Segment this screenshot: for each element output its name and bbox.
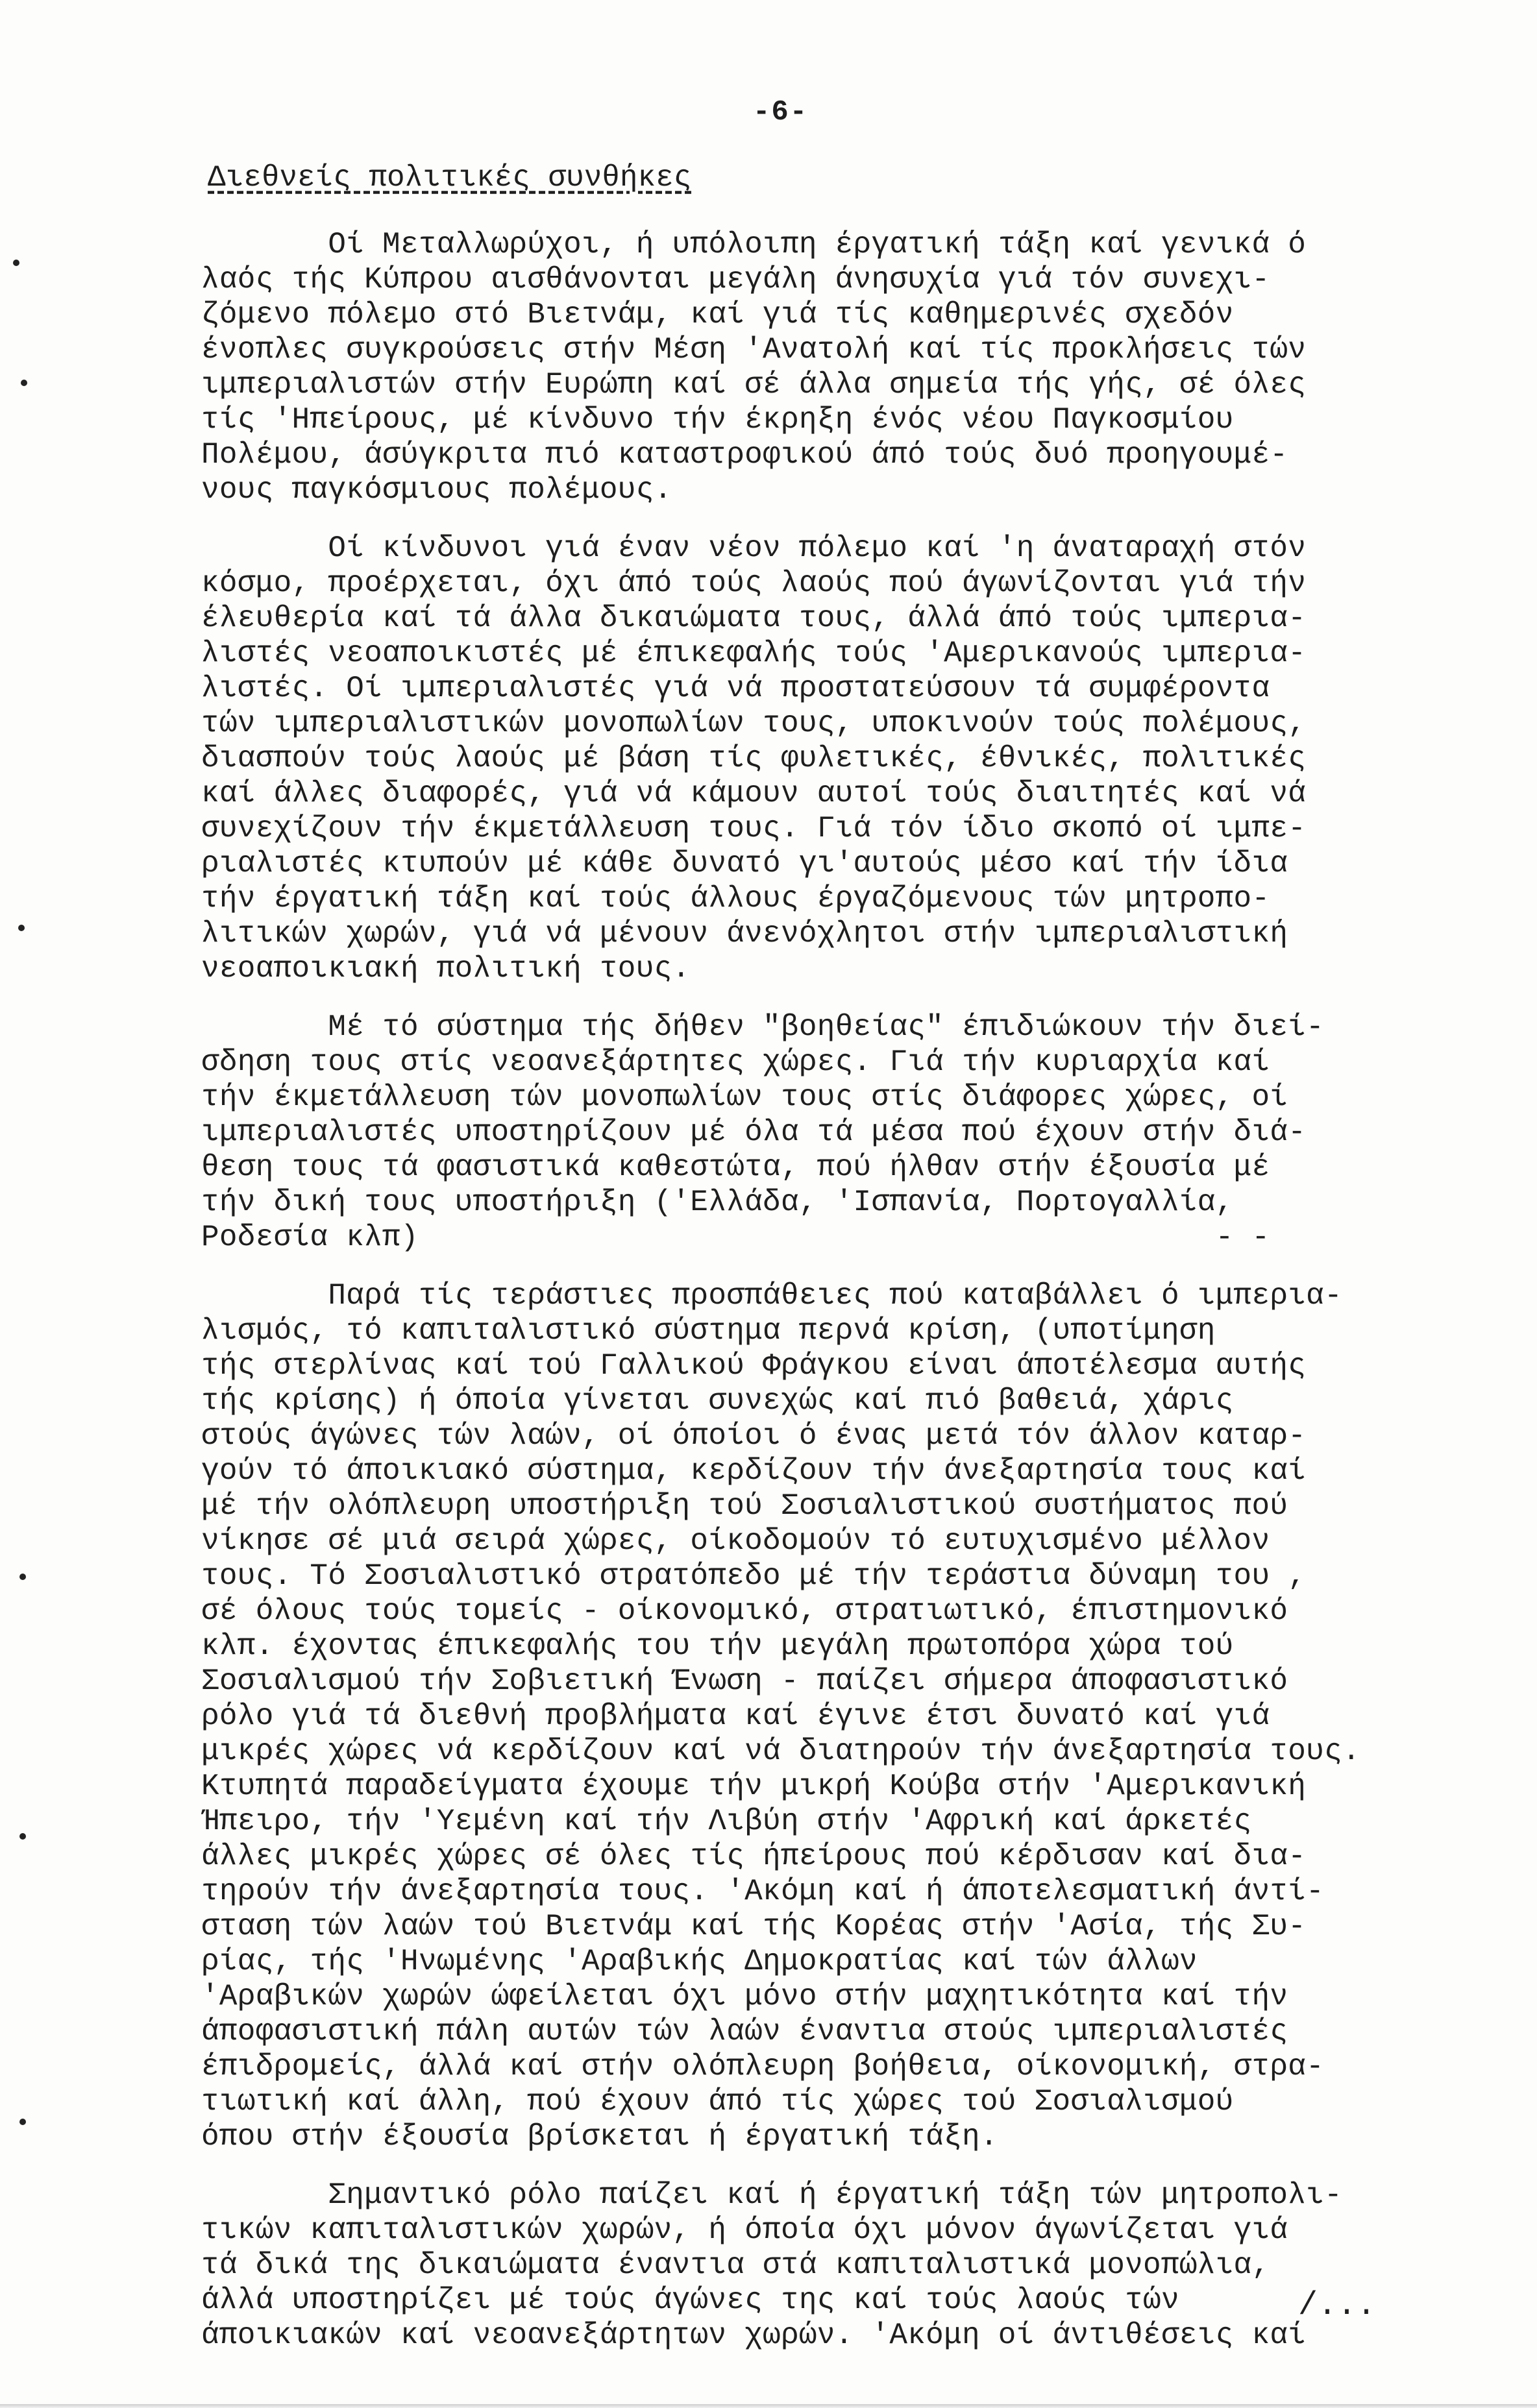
scan-edge [0, 2404, 1537, 2408]
text-line: άλλες μικρές χώρες σέ όλες τίς ήπείρους πού κέρδισαν καί δια- [201, 1840, 1307, 1873]
text-line: λισμός, τό καπιταλιστικό σύστημα περνά κρίση, (υποτίμηση [201, 1314, 1216, 1348]
margin-dot [13, 260, 19, 266]
text-line: μικρές χώρες νά κερδίζουν καί νά διατηρούν τήν άνεξαρτησία τους. [201, 1734, 1360, 1768]
margin-dot [19, 1833, 26, 1840]
text-line: ρόλο γιά τά διεθνή προβλήματα καί έγινε έτσι δυνατό καί γιά [201, 1699, 1270, 1733]
text-line: τους. Τό Σοσιαλιστικό στρατόπεδο μέ τήν τεράστια δύναμη του , [201, 1559, 1307, 1593]
text-line: σέ όλους τούς τομείς - οίκονομικό, στρατιωτικό, έπιστημονικό [201, 1594, 1288, 1628]
paragraph-gap [201, 507, 1460, 531]
text-line: σδηση τους στίς νεοανεξάρτητες χώρες. Γιά τήν κυριαρχία καί [201, 1045, 1270, 1079]
text-line: τήν έργατική τάξη καί τούς άλλους έργαζόμενους τών μητροπο- [201, 882, 1270, 916]
text-line: τηρούν τήν άνεξαρτησία τους. 'Ακόμη καί ή άποτελεσματική άντί- [201, 1875, 1325, 1908]
text-line: λιστές νεοαποικιστές μέ έπικεφαλής τούς 'Αμερικανούς ιμπερια- [201, 637, 1307, 670]
text-line: Οί κίνδυνοι γιά έναν νέον πόλεμο καί 'η άναταραχή στόν [201, 531, 1307, 565]
text-line: διασπούν τούς λαούς μέ βάση τίς φυλετικές, έθνικές, πολιτικές [201, 742, 1307, 775]
margin-dot [21, 380, 27, 386]
text-line: Σοσιαλισμού τήν Σοβιετική Ένωση - παίζει σήμερα άποφασιστικό [201, 1664, 1288, 1698]
text-line: Κτυπητά παραδείγματα έχουμε τήν μικρή Κούβα στήν 'Αμερικανική [201, 1770, 1307, 1803]
text-line: ζόμενο πόλεμο στό Βιετνάμ, καί γιά τίς καθημερινές σχεδόν [201, 298, 1234, 332]
text-line: Μέ τό σύστημα τής δήθεν "βοηθείας" έπιδιώκουν τήν διεί- [201, 1010, 1325, 1044]
text-line: ένοπλες συγκρούσεις στήν Μέση 'Ανατολή καί τίς προκλήσεις τών [201, 333, 1307, 367]
text-line: άποφασιστική πάλη αυτών τών λαών έναντια στούς ιμπεριαλιστές [201, 2015, 1288, 2049]
text-line: άλλά υποστηρίζει μέ τούς άγώνες της καί τούς λαούς τών [201, 2283, 1179, 2317]
text-line: νους παγκόσμιους πολέμους. [201, 473, 672, 507]
margin-dot [19, 2119, 26, 2125]
text-line: τής κρίσης) ή όποία γίνεται συνεχώς καί πιό βαθειά, χάρις [201, 1384, 1234, 1418]
text-line: τίς 'Ηπείρους, μέ κίνδυνο τήν έκρηξη ένός νέου Παγκοσμίου [201, 403, 1234, 437]
text-line: Ήπειρο, τήν 'Υεμένη καί τήν Λιβύη στήν 'Αφρική καί άρκετές [201, 1805, 1252, 1838]
text-line: λιτικών χωρών, γιά νά μένουν άνενόχλητοι στήν ιμπεριαλιστική [201, 917, 1288, 951]
paragraph-gap [201, 1255, 1460, 1278]
text-line: νίκησε σέ μιά σειρά χώρες, οίκοδομούν τό ευτυχισμένο μέλλον [201, 1524, 1270, 1558]
text-line: κλπ. έχοντας έπικεφαλής του τήν μεγάλη πρωτοπόρα χώρα τού [201, 1629, 1234, 1663]
text-line: τήν δική τους υποστήριξη ('Ελλάδα, 'Ισπανία, Πορτογαλλία, [201, 1186, 1234, 1219]
text-line: στούς άγώνες τών λαών, οί όποίοι ό ένας μετά τόν άλλον καταρ- [201, 1419, 1307, 1453]
text-line: τιωτική καί άλλη, πού έχουν άπό τίς χώρες τού Σοσιαλισμού [201, 2085, 1234, 2119]
text-line: έλευθερία καί τά άλλα δικαιώματα τους, άλλά άπό τούς ιμπερια- [201, 602, 1307, 635]
paragraph [201, 2178, 1460, 2353]
paragraph [201, 1010, 1460, 1255]
text-line: θεση τους τά φασιστικά καθεστώτα, πού ήλθαν στήν έξουσία μέ [201, 1150, 1270, 1184]
text-line: τικών καπιταλιστικών χωρών, ή όποία όχι μόνον άγωνίζεται γιά [201, 2213, 1288, 2247]
text-line: Παρά τίς τεράστιες προσπάθειες πού καταβάλλει ό ιμπερια- [201, 1279, 1342, 1313]
text-line: όπου στήν έξουσία βρίσκεται ή έργατική τάξη. [201, 2120, 998, 2154]
text-line: νεοαποικιακή πολιτική τους. [201, 952, 691, 986]
paragraph-gap [201, 2154, 1460, 2178]
text-line: ρίας, τής 'Ηνωμένης 'Αραβικής Δημοκρατίας καί τών άλλων [201, 1945, 1198, 1978]
text-line: άποικιακών καί νεοανεξάρτητων χωρών. 'Ακόμη οί άντιθέσεις καί [201, 2318, 1307, 2352]
text-line: ριαλιστές κτυπούν μέ κάθε δυνατό γι'αυτούς μέσο καί τήν ίδια [201, 847, 1288, 881]
text-line: συνεχίζουν τήν έκμετάλλευση τους. Γιά τόν ίδιο σκοπό οί ιμπε- [201, 812, 1307, 845]
text-line: τής στερλίνας καί τού Γαλλικού Φράγκου είναι άποτέλεσμα αυτής [201, 1349, 1307, 1383]
text-line: έπιδρομείς, άλλά καί στήν ολόπλευρη βοήθεια, οίκονομική, στρα- [201, 2050, 1325, 2084]
text-line: τά δικά της δικαιώματα έναντια στά καπιταλιστικά μονοπώλια, [201, 2248, 1270, 2282]
text-line: τών ιμπεριαλιστικών μονοπωλίων τους, υποκινούν τούς πολέμους, [201, 707, 1307, 740]
margin-dot [19, 1574, 26, 1580]
text-line: σταση τών λαών τού Βιετνάμ καί τής Κορέας στήν 'Ασία, τής Συ- [201, 1910, 1307, 1943]
text-line: ιμπεριαλιστές υποστηρίζουν μέ όλα τά μέσα πού έχουν στήν διά- [201, 1115, 1307, 1149]
text-line: 'Αραβικών χωρών ώφείλεται όχι μόνο στήν μαχητικότητα καί τήν [201, 1980, 1288, 2013]
paragraph [201, 531, 1460, 986]
text-line: τήν έκμετάλλευση τών μονοπωλίων τους στίς διάφορες χώρες, οί [201, 1080, 1288, 1114]
text-line: λιστές. Οί ιμπεριαλιστές γιά νά προστατεύσουν τά συμφέροντα [201, 672, 1270, 705]
text-line: Ροδεσία κλπ) - - [201, 1221, 1270, 1254]
continuation-mark: /... [1298, 2287, 1377, 2324]
text-line: Πολέμου, άσύγκριτα πιό καταστροφικού άπό τούς δυό προηγουμέ- [201, 438, 1288, 472]
text-line: λαός τής Κύπρου αισθάνονται μεγάλη άνησυχία γιά τόν συνεχι- [201, 263, 1270, 297]
text-line: Σημαντικό ρόλο παίζει καί ή έργατική τάξη τών μητροπολι- [201, 2178, 1342, 2212]
text-line: γούν τό άποικιακό σύστημα, κερδίζουν τήν άνεξαρτησία τους καί [201, 1454, 1307, 1488]
section-heading: Διεθνείς πολιτικές συνθήκες [208, 161, 692, 195]
page-number: -6- [753, 96, 809, 128]
document-body [201, 227, 1460, 2353]
text-line: Οί Μεταλλωρύχοι, ή υπόλοιπη έργατική τάξη καί γενικά ό [201, 228, 1307, 261]
paragraph-gap [201, 986, 1460, 1010]
text-line: ιμπεριαλιστών στήν Ευρώπη καί σέ άλλα σημεία τής γής, σέ όλες [201, 368, 1307, 402]
paragraph [201, 227, 1460, 507]
margin-dot [18, 925, 25, 931]
text-line: κόσμο, προέρχεται, όχι άπό τούς λαούς πού άγωνίζονται γιά τήν [201, 566, 1307, 600]
paragraph [201, 1278, 1460, 2154]
text-line: καί άλλες διαφορές, γιά νά κάμουν αυτοί τούς διαιτητές καί νά [201, 777, 1307, 810]
text-line: μέ τήν ολόπλευρη υποστήριξη τού Σοσιαλιστικού συστήματος πού [201, 1489, 1288, 1523]
